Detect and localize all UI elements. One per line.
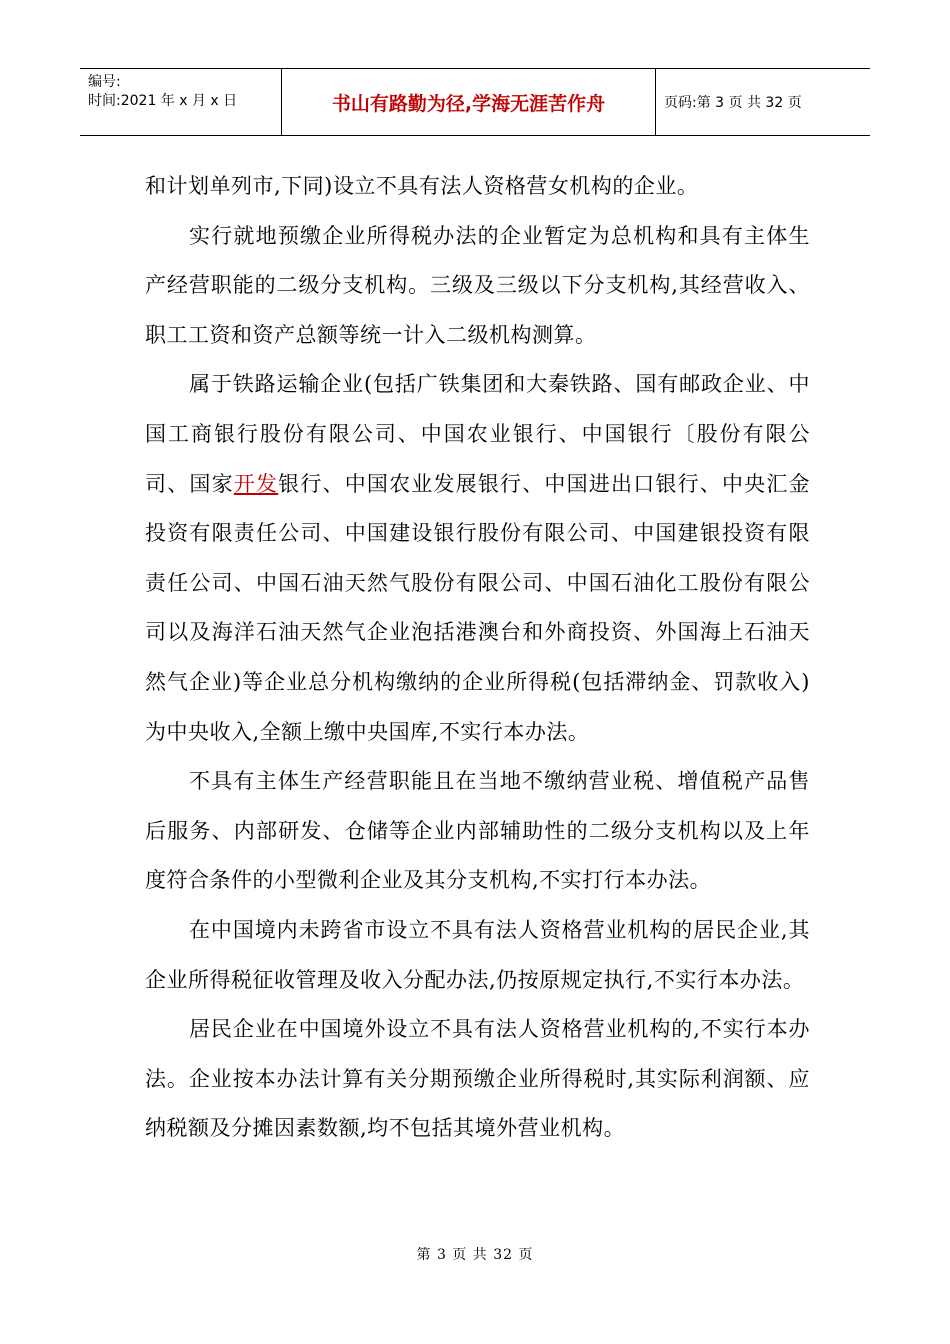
header-page-info: 页码:第 3 页 共 32 页 xyxy=(664,95,802,111)
paragraph-central-revenue xyxy=(145,360,810,757)
paragraph-text: 银行、中国农业发展银行、中国进出口银行、中央汇金投资有限责任公司、中国建设银行股份有限公司、中国建银投资有限责任公司、中国石油天然气股份有限公司、中国石油化工股份有限公司以及海洋石油天然气企业泡括港澳台和外商投资、外国海上石油天然气企业)等企业总分机构缴纳的企业所得税(包括滞纳金、罚款收入)为中央收入,全额上缴中央国库,不实行本办法。 xyxy=(145,471,811,744)
header-motto: 书山有路勤为径,学海无涯苦作舟 xyxy=(282,69,656,135)
paragraph-text: 属于铁路运输企业(包括广铁集团和大秦铁路、国有邮政企业、中国工商银行股份有限公司、中国农业银行、中国银行〔股份有限公司、国家 xyxy=(145,372,810,496)
document-time-label: 时间:2021 年 x 月 x 日 xyxy=(88,93,238,109)
hyperlink-kaifa[interactable]: 开发 xyxy=(233,471,279,496)
paragraph: 居民企业在中国境外设立不具有法人资格营业机构的,不实行本办法。企业按本办法计算有关分期预缴企业所得税时,其实际利润额、应纳税额及分摊因素数额,均不包括其境外营业机构。 xyxy=(145,1017,810,1141)
page-header xyxy=(80,68,870,136)
document-number-label: 编号: xyxy=(88,74,121,90)
document-body xyxy=(145,162,810,1154)
paragraph: 在中国境内未跨省市设立不具有法人资格营业机构的居民企业,其企业所得税征收管理及收入分配办法,仍按原规定执行,不实行本办法。 xyxy=(145,917,810,992)
paragraph-continuation: 和计划单列市,下同)设立不具有法人资格营女机构的企业。 xyxy=(145,174,699,198)
header-meta xyxy=(80,69,282,135)
page-footer: 第 3 页 共 32 页 xyxy=(416,1247,534,1263)
paragraph: 不具有主体生产经营职能且在当地不缴纳营业税、增值税产品售后服务、内部研发、仓储等企业内部辅助性的二级分支机构以及上年度符合条件的小型微利企业及其分支机构,不实打行本办法。 xyxy=(145,769,810,893)
paragraph: 实行就地预缴企业所得税办法的企业暂定为总机构和具有主体生产经营职能的二级分支机构。三级及三级以下分支机构,其经营收入、职工工资和资产总额等统一计入二级机构测算。 xyxy=(145,223,810,347)
